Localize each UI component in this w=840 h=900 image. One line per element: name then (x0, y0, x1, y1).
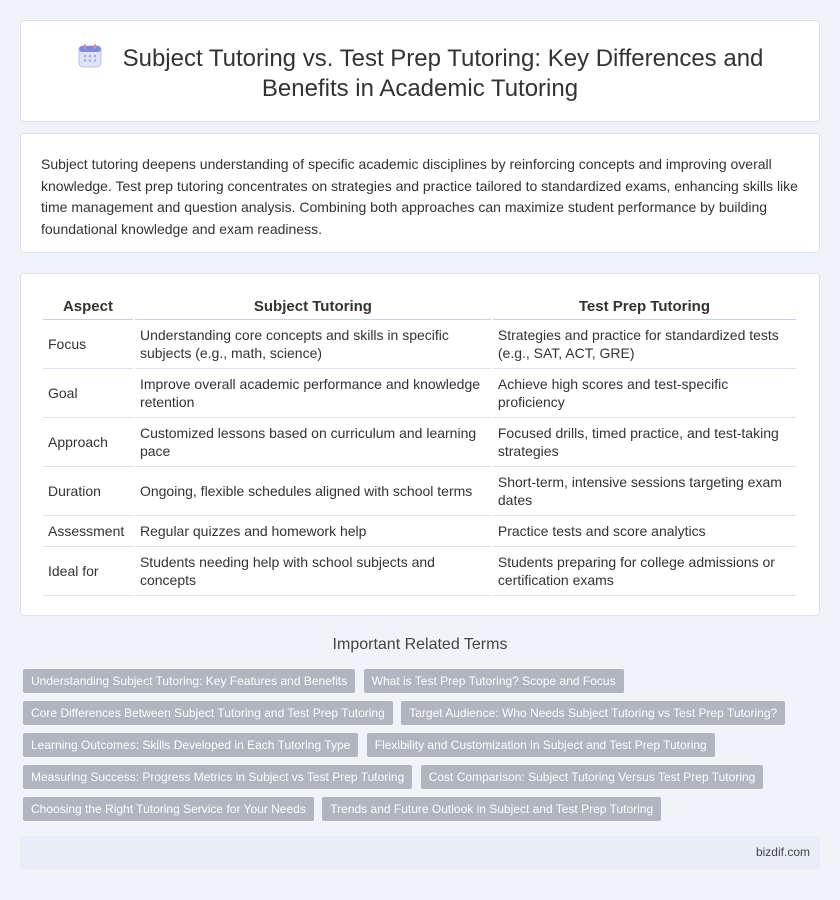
aspect-cell: Approach (43, 418, 133, 467)
header-aspect: Aspect (43, 294, 133, 320)
related-term-tag[interactable]: Trends and Future Outlook in Subject and Test Prep Tutoring (322, 797, 661, 821)
related-term-tag[interactable]: Choosing the Right Tutoring Service for Your Needs (23, 797, 314, 821)
table-row (43, 369, 796, 418)
subject-cell: Customized lessons based on curriculum and learning pace (135, 418, 491, 467)
header-subject-tutoring: Subject Tutoring (135, 294, 491, 320)
related-term-tag[interactable]: Measuring Success: Progress Metrics in Subject vs Test Prep Tutoring (23, 765, 412, 789)
calendar-icon (77, 43, 103, 69)
related-term-tag[interactable]: Target Audience: Who Needs Subject Tutoring vs Test Prep Tutoring? (401, 701, 785, 725)
aspect-cell: Ideal for (43, 547, 133, 596)
title-line-1: Subject Tutoring vs. Test Prep Tutoring: Key Differences and (122, 45, 764, 72)
related-term-tag[interactable]: Flexibility and Customization in Subject and Test Prep Tutoring (367, 733, 715, 757)
site-name[interactable]: bizdif.com (755, 845, 810, 859)
subject-cell: Understanding core concepts and skills in specific subjects (e.g., math, science) (135, 320, 491, 369)
related-term-tag[interactable]: Core Differences Between Subject Tutoring and Test Prep Tutoring (23, 701, 393, 725)
testprep-cell: Focused drills, timed practice, and test-taking strategies (493, 418, 796, 467)
comparison-table (41, 294, 798, 596)
testprep-cell: Students preparing for college admissions or certification exams (493, 547, 796, 596)
footer (20, 836, 820, 870)
aspect-cell: Focus (43, 320, 133, 369)
table-row (43, 516, 796, 547)
header-card (20, 20, 820, 122)
related-term-tag[interactable]: Cost Comparison: Subject Tutoring Versus Test Prep Tutoring (421, 765, 764, 789)
testprep-cell: Practice tests and score analytics (493, 516, 796, 547)
intro-text: Subject tutoring deepens understanding of specific academic disciplines by reinforcing concepts and improving overall knowledge. Test prep tutoring concentrates on strategies and practice tailored to standardized exams, enhancing skills like time management and question analysis. Combining both approaches can maximize student performance by building foundational knowledge and exam readiness. (41, 156, 798, 237)
aspect-cell: Goal (43, 369, 133, 418)
related-terms-heading: Important Related Terms (332, 636, 508, 653)
table-row (43, 320, 796, 369)
table-row (43, 467, 796, 516)
aspect-cell: Assessment (43, 516, 133, 547)
subject-cell: Ongoing, flexible schedules aligned with school terms (135, 467, 491, 516)
testprep-cell: Achieve high scores and test-specific proficiency (493, 369, 796, 418)
subject-cell: Regular quizzes and homework help (135, 516, 491, 547)
intro-card (20, 133, 820, 253)
related-term-tag[interactable]: What is Test Prep Tutoring? Scope and Focus (364, 669, 624, 693)
related-term-tag[interactable]: Understanding Subject Tutoring: Key Features and Benefits (23, 669, 355, 693)
comparison-card (20, 273, 820, 616)
subject-cell: Improve overall academic performance and knowledge retention (135, 369, 491, 418)
aspect-cell: Duration (43, 467, 133, 516)
related-term-tag[interactable]: Learning Outcomes: Skills Developed in Each Tutoring Type (23, 733, 358, 757)
table-row (43, 547, 796, 596)
related-terms-list (23, 669, 823, 829)
header-test-prep-tutoring: Test Prep Tutoring (493, 294, 796, 320)
page-title (21, 43, 819, 104)
title-line-2: Benefits in Academic Tutoring (261, 75, 579, 102)
table-row (43, 418, 796, 467)
testprep-cell: Strategies and practice for standardized tests (e.g., SAT, ACT, GRE) (493, 320, 796, 369)
subject-cell: Students needing help with school subjects and concepts (135, 547, 491, 596)
testprep-cell: Short-term, intensive sessions targeting exam dates (493, 467, 796, 516)
